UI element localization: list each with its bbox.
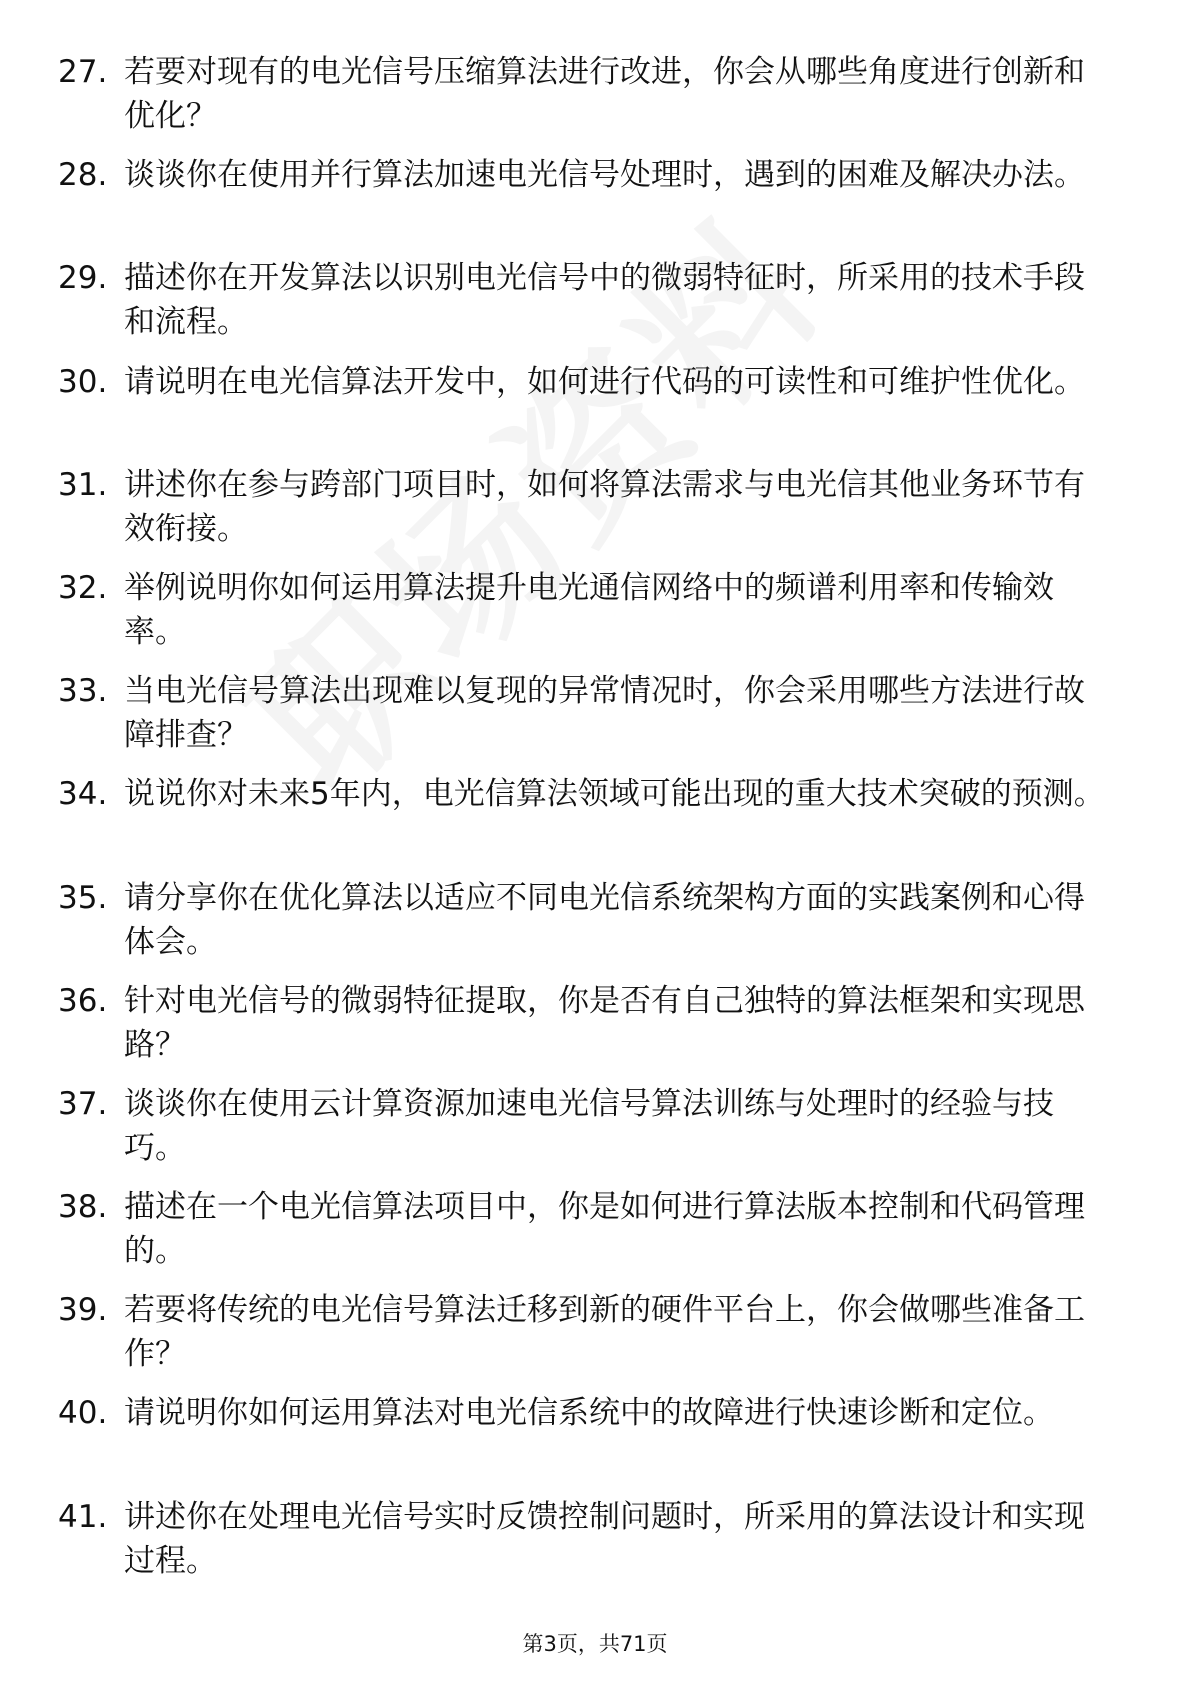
question-text: 讲述你在处理电光信号实时反馈控制问题时，所采用的算法设计和实现过程。	[124, 1498, 1085, 1579]
question-number: 31.	[58, 466, 108, 503]
question-text: 若要将传统的电光信号算法迁移到新的硬件平台上，你会做哪些准备工作？	[124, 1292, 1085, 1373]
question-text: 请分享你在优化算法以适应不同电光信系统架构方面的实践案例和心得体会。	[124, 879, 1085, 960]
question-text: 谈谈你在使用云计算资源加速电光信号算法训练与处理时的经验与技巧。	[124, 1085, 1054, 1166]
list-item	[58, 1391, 1128, 1479]
question-number: 30.	[58, 363, 108, 400]
question-number: 32.	[58, 569, 108, 606]
list-item	[58, 153, 1128, 241]
question-number: 29.	[58, 260, 108, 297]
question-number: 28.	[58, 157, 108, 194]
question-number: 36.	[58, 982, 108, 1019]
list-item	[58, 50, 1128, 138]
question-text: 若要对现有的电光信号压缩算法进行改进，你会从哪些角度进行创新和优化？	[124, 54, 1085, 134]
question-number: 33.	[58, 673, 108, 710]
question-number: 39.	[58, 1292, 108, 1329]
list-item	[58, 256, 1128, 344]
list-item	[58, 566, 1128, 654]
question-text: 请说明你如何运用算法对电光信系统中的故障进行快速诊断和定位。	[124, 1395, 1054, 1432]
question-text: 请说明在电光信算法开发中，如何进行代码的可读性和可维护性优化。	[124, 363, 1085, 400]
question-text: 当电光信号算法出现难以复现的异常情况时，你会采用哪些方法进行故障排查？	[124, 673, 1085, 754]
page-footer: 第3页，共71页	[522, 1632, 668, 1656]
list-item	[58, 463, 1128, 551]
list-item	[58, 1495, 1128, 1583]
question-number: 37.	[58, 1085, 108, 1122]
question-text: 谈谈你在使用并行算法加速电光信号处理时，遇到的困难及解决办法。	[124, 157, 1085, 194]
question-text: 举例说明你如何运用算法提升电光通信网络中的频谱利用率和传输效率。	[124, 569, 1054, 650]
question-number: 35.	[58, 879, 108, 916]
list-item	[58, 360, 1128, 448]
list-item	[58, 876, 1128, 964]
list-item	[58, 1185, 1128, 1273]
list-item	[58, 1288, 1128, 1376]
question-number: 41.	[58, 1498, 108, 1535]
list-item	[58, 1082, 1128, 1170]
question-number: 34.	[58, 776, 108, 813]
question-list	[58, 50, 1128, 1598]
question-number: 27.	[58, 54, 108, 90]
question-number: 40.	[58, 1395, 108, 1432]
question-text: 说说你对未来5年内，电光信算法领域可能出现的重大技术突破的预测。	[124, 776, 1105, 813]
list-item	[58, 669, 1128, 757]
list-item	[58, 979, 1128, 1067]
question-number: 38.	[58, 1189, 108, 1226]
question-text: 讲述你在参与跨部门项目时，如何将算法需求与电光信其他业务环节有效衔接。	[124, 466, 1085, 547]
question-text: 针对电光信号的微弱特征提取，你是否有自己独特的算法框架和实现思路？	[124, 982, 1085, 1063]
question-text: 描述在一个电光信算法项目中，你是如何进行算法版本控制和代码管理的。	[124, 1189, 1085, 1270]
list-item	[58, 772, 1128, 860]
question-text: 描述你在开发算法以识别电光信号中的微弱特征时，所采用的技术手段和流程。	[124, 260, 1085, 341]
